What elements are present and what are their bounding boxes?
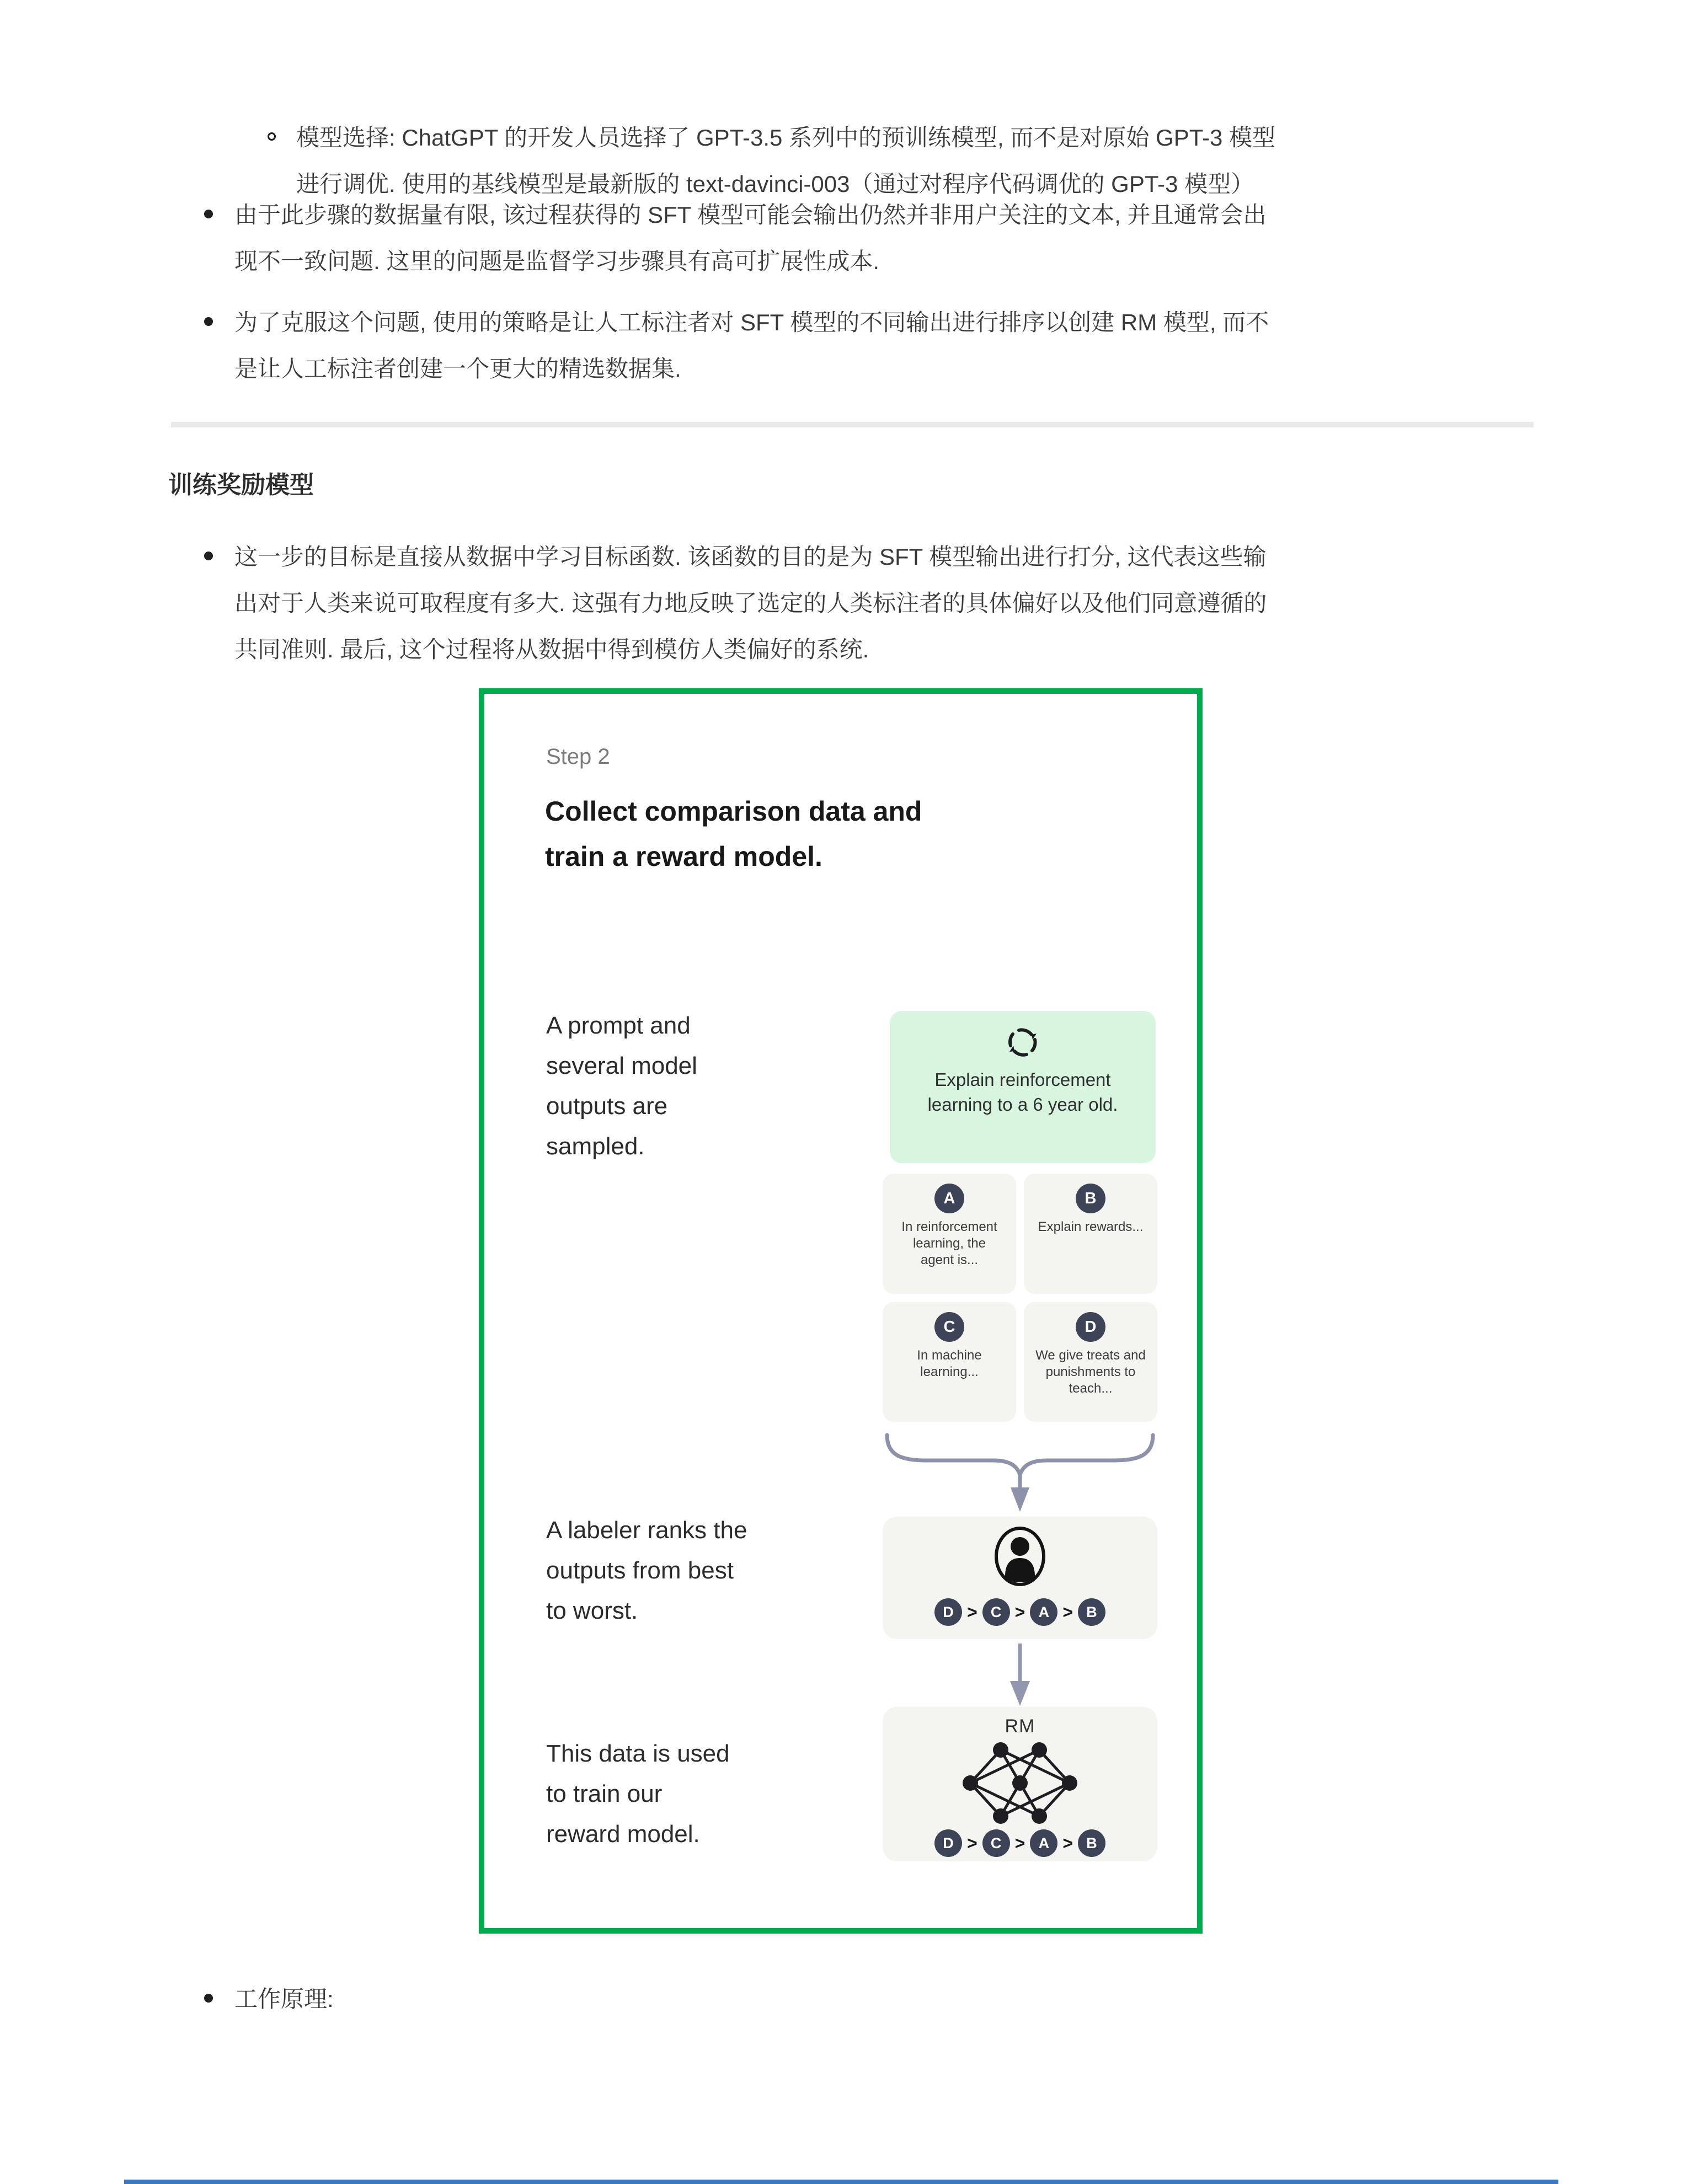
list-bullet bbox=[204, 1994, 213, 2003]
output-text: We give treats and punishments to teach... bbox=[1035, 1348, 1146, 1396]
rm-ranking bbox=[883, 1829, 1157, 1857]
down-arrow-icon bbox=[1006, 1644, 1034, 1707]
bullet-text-model-choice: 模型选择: ChatGPT 的开发人员选择了 GPT-3.5 系列中的预训练模型, 而不是对原始 GPT-3 模型 进行调优. 使用的基线模型是最新版的 text-davinci-003（通过对程序代码调优的 GPT-3 模型） bbox=[296, 125, 1276, 197]
rank-badge: C bbox=[982, 1598, 1010, 1626]
prompt-text: Explain reinforcement learning to a 6 year old. bbox=[927, 1069, 1118, 1115]
output-letter-badge: A bbox=[934, 1184, 964, 1213]
output-text: Explain rewards... bbox=[1038, 1219, 1144, 1234]
neural-network-icon bbox=[959, 1739, 1081, 1827]
rm-label: RM bbox=[1005, 1716, 1035, 1737]
rank-separator: > bbox=[1062, 1602, 1073, 1622]
output-text: In machine learning... bbox=[917, 1348, 982, 1379]
labeler-ranking bbox=[883, 1598, 1157, 1626]
prompt-card bbox=[890, 1011, 1156, 1163]
output-card-b bbox=[1024, 1174, 1157, 1294]
rank-separator: > bbox=[1014, 1602, 1025, 1622]
labeler-box bbox=[883, 1517, 1157, 1639]
list-bullet bbox=[204, 317, 213, 326]
refresh-cycle-icon bbox=[1007, 1026, 1039, 1058]
rank-separator: > bbox=[1062, 1833, 1073, 1853]
rank-separator: > bbox=[966, 1833, 977, 1853]
rank-badge: A bbox=[1030, 1598, 1057, 1626]
rank-badge: C bbox=[982, 1829, 1010, 1857]
figure-title: Collect comparison data and train a reward model. bbox=[545, 796, 922, 872]
output-letter-badge: D bbox=[1076, 1312, 1105, 1342]
rank-separator: > bbox=[1014, 1833, 1025, 1853]
output-text: In reinforcement learning, the agent is... bbox=[901, 1219, 997, 1267]
bullet-text-reward-goal: 这一步的目标是直接从数据中学习目标函数. 该函数的目的是为 SFT 模型输出进行打分, 这代表这些输 出对于人类来说可取程度有多大. 这强有力地反映了选定的人类标注者的具体偏好以及他们同意遵循的 共同准则. 最后, 这个过程将从数据中得到模仿人类偏好的系统. bbox=[234, 544, 1267, 662]
rank-separator: > bbox=[966, 1602, 977, 1622]
merge-brace-arrow-icon bbox=[883, 1433, 1157, 1513]
bottom-blue-rule bbox=[124, 2180, 1558, 2184]
reward-model-figure[interactable] bbox=[479, 688, 1203, 1934]
figure-row2-label: A labeler ranks the outputs from best to worst. bbox=[546, 1517, 747, 1624]
output-card-a bbox=[883, 1174, 1016, 1294]
rank-badge: B bbox=[1078, 1829, 1105, 1857]
figure-step-label: Step 2 bbox=[546, 745, 610, 769]
rank-badge: D bbox=[934, 1829, 962, 1857]
output-card-d bbox=[1024, 1302, 1157, 1422]
output-letter-badge: C bbox=[934, 1312, 964, 1342]
rank-badge: D bbox=[934, 1598, 962, 1626]
reward-model-box bbox=[883, 1707, 1157, 1861]
section-heading: 训练奖励模型 bbox=[168, 472, 314, 499]
bullet-text-strategy: 为了克服这个问题, 使用的策略是让人工标注者对 SFT 模型的不同输出进行排序以创建 RM 模型, 而不 是让人工标注者创建一个更大的精选数据集. bbox=[234, 309, 1269, 382]
list-bullet-hollow bbox=[268, 132, 276, 141]
output-letter-badge: B bbox=[1076, 1184, 1105, 1213]
rank-badge: B bbox=[1078, 1598, 1105, 1626]
labeler-person-icon bbox=[993, 1525, 1046, 1587]
figure-row1-label: A prompt and several model outputs are sampled. bbox=[546, 1012, 697, 1160]
figure-row3-label: This data is used to train our reward model. bbox=[546, 1740, 730, 1848]
section-divider bbox=[171, 422, 1534, 427]
bullet-text-sft-limit: 由于此步骤的数据量有限, 该过程获得的 SFT 模型可能会输出仍然并非用户关注的文本, 并且通常会出 现不一致问题. 这里的问题是监督学习步骤具有高可扩展性成本. bbox=[234, 202, 1267, 274]
bullet-text-how-it-works: 工作原理: bbox=[234, 1986, 334, 2012]
rank-badge: A bbox=[1030, 1829, 1057, 1857]
list-bullet bbox=[204, 552, 213, 560]
list-bullet bbox=[204, 210, 213, 218]
output-card-c bbox=[883, 1302, 1016, 1422]
